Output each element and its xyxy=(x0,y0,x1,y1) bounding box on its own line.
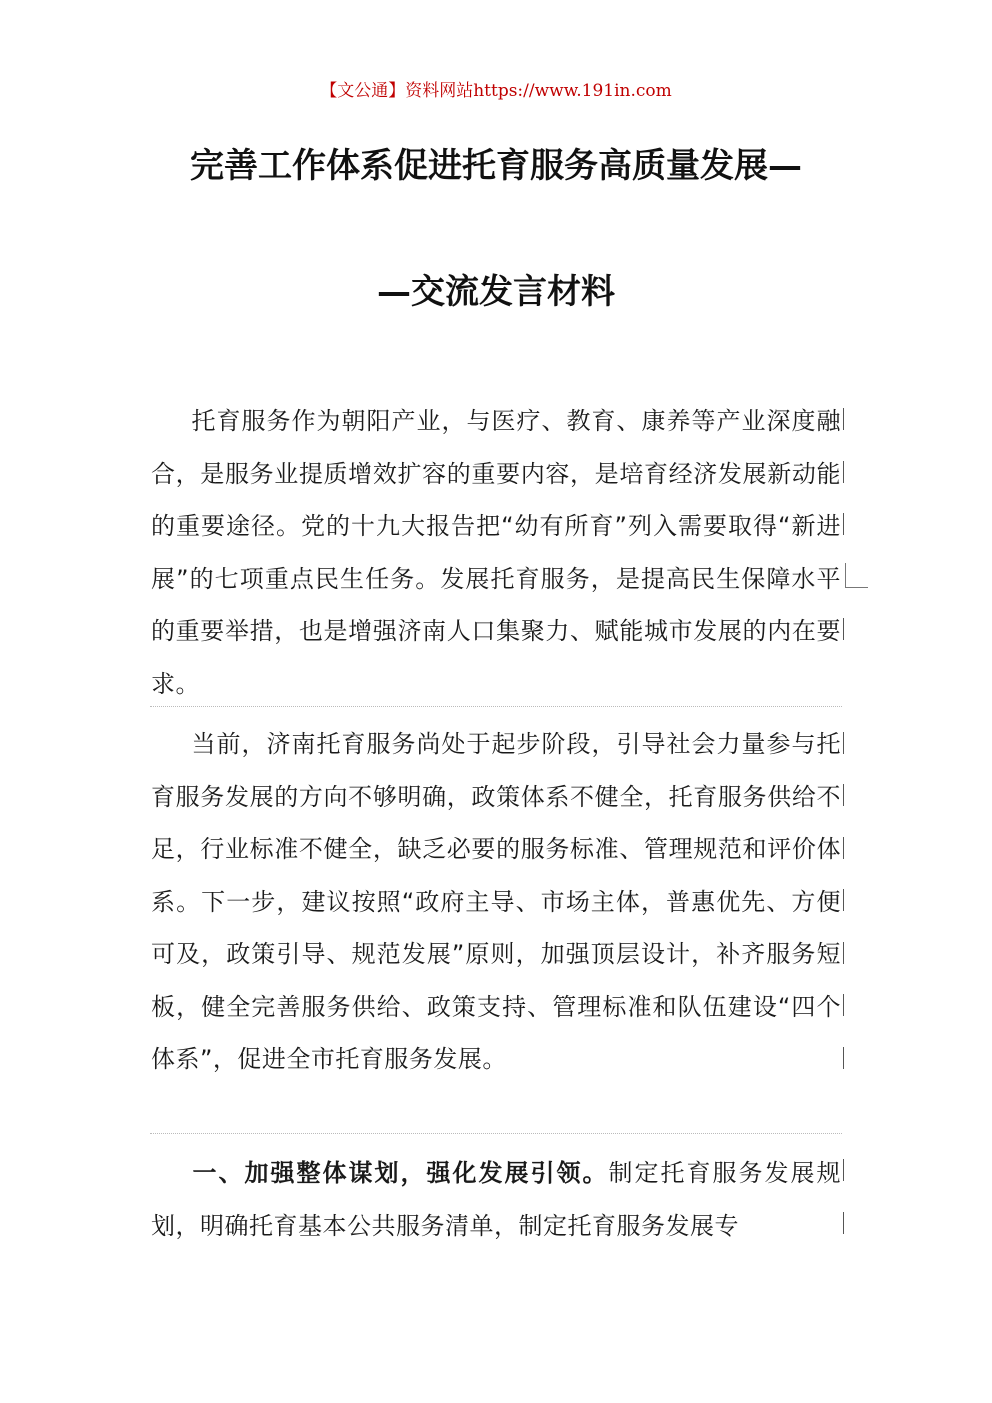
paragraph-2 xyxy=(151,718,841,1086)
document-title-line1: 完善工作体系促进托育服务高质量发展— xyxy=(190,146,802,186)
margin-box-mark xyxy=(845,563,868,588)
line-end-mark xyxy=(843,732,844,754)
paragraph-divider xyxy=(150,1133,842,1134)
line-end-mark xyxy=(843,408,844,430)
line-end-mark xyxy=(843,784,844,806)
paragraph-1 xyxy=(151,395,841,710)
line-end-mark xyxy=(843,461,844,483)
section-heading: 一、加强整体谋划，强化发展引领。 xyxy=(191,1159,609,1187)
line-end-mark xyxy=(843,1047,844,1069)
paragraph-3-text: 制定托育服务发展规划，明确托育基本公共服务清单，制定托育服务发展专 xyxy=(151,1159,841,1240)
paragraph-1-text: 托育服务作为朝阳产业，与医疗、教育、康养等产业深度融合，是服务业提质增效扩容的重要内容，是培育经济发展新动能的重要途径。党的十九大报告把“幼有所育”列入需要取得“新进展”的七项重点民生任务。发展托育服务，是提高民生保障水平的重要举措，也是增强济南人口集聚力、赋能城市发展的内在要求。 xyxy=(151,407,841,698)
paragraph-3 xyxy=(151,1147,841,1252)
line-end-mark xyxy=(843,994,844,1016)
line-end-mark xyxy=(843,618,844,640)
paragraph-2-text: 当前，济南托育服务尚处于起步阶段，引导社会力量参与托育服务发展的方向不够明确，政策体系不健全，托育服务供给不足，行业标准不健全，缺乏必要的服务标准、管理规范和评价体系。下一步，建议按照“政府主导、市场主体，普惠优先、方便可及，政策引导、规范发展”原则，加强顶层设计，补齐服务短板，健全完善服务供给、政策支持、管理标准和队伍建设“四个体系”，促进全市托育服务发展。 xyxy=(151,730,841,1073)
line-end-mark xyxy=(843,1212,844,1234)
line-end-mark xyxy=(843,942,844,964)
line-end-mark xyxy=(843,837,844,859)
line-end-mark xyxy=(843,1159,844,1181)
document-title-line2: —交流发言材料 xyxy=(377,272,615,312)
line-end-mark xyxy=(843,889,844,911)
source-header[interactable]: 【文公通】资料网站https://www.191in.com xyxy=(320,81,672,101)
line-end-mark xyxy=(843,513,844,535)
paragraph-divider xyxy=(150,706,842,707)
